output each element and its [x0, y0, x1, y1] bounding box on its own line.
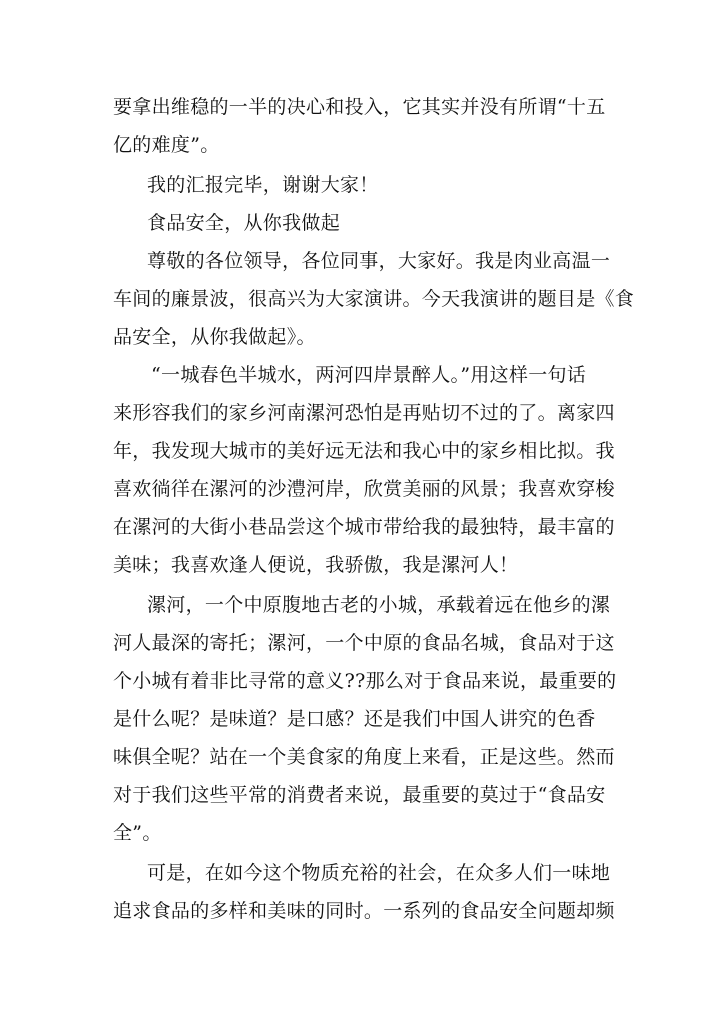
text-line: 是什么呢？是味道？是口感？还是我们中国人讲究的色香: [113, 708, 596, 730]
text-line: 来形容我们的家乡河南漯河恐怕是再贴切不过的了。离家四: [113, 402, 615, 424]
text-line: 味俱全呢？站在一个美食家的角度上来看，正是这些。然而: [113, 746, 615, 768]
text-line: 河人最深的寄托；漯河，一个中原的食品名城，食品对于这: [113, 632, 615, 654]
text-line: 尊敬的各位领导，各位同事，大家好。我是肉业高温一: [147, 250, 611, 272]
text-line: 亿的难度”。: [113, 134, 220, 156]
text-line: 在漯河的大街小巷品尝这个城市带给我的最独特，最丰富的: [113, 516, 615, 538]
text-line: 车间的廉景波，很高兴为大家演讲。今天我演讲的题目是《食: [113, 288, 635, 310]
text-line: 追求食品的多样和美味的同时。一系列的食品安全问题却频: [113, 900, 615, 922]
text-line: 喜欢徜徉在漯河的沙澧河岸，欣赏美丽的风景；我喜欢穿梭: [113, 478, 615, 500]
text-line: 要拿出维稳的一半的决心和投入，它其实并没有所谓“十五: [113, 96, 606, 118]
text-line: 对于我们这些平常的消费者来说，最重要的莫过于“食品安: [113, 784, 606, 806]
text-line: 漯河，一个中原腹地古老的小城，承载着远在他乡的漯: [147, 594, 611, 616]
text-line: 可是，在如今这个物质充裕的社会，在众多人们一味地: [147, 862, 611, 884]
text-line: 品安全，从你我做起》。: [113, 326, 316, 348]
text-line: 全”。: [113, 822, 162, 844]
section-heading: 食品安全，从你我做起: [147, 212, 341, 234]
text-line: “一城春色半城水，两河四岸景醉人。”用这样一句话: [151, 364, 587, 386]
text-line: 年，我发现大城市的美好远无法和我心中的家乡相比拟。我: [113, 440, 615, 462]
text-line: 我的汇报完毕，谢谢大家！: [147, 174, 379, 196]
text-line: 美味；我喜欢逢人便说，我骄傲，我是漯河人！: [113, 554, 519, 576]
text-line: 个小城有着非比寻常的意义??那么对于食品来说，最重要的: [113, 670, 617, 692]
